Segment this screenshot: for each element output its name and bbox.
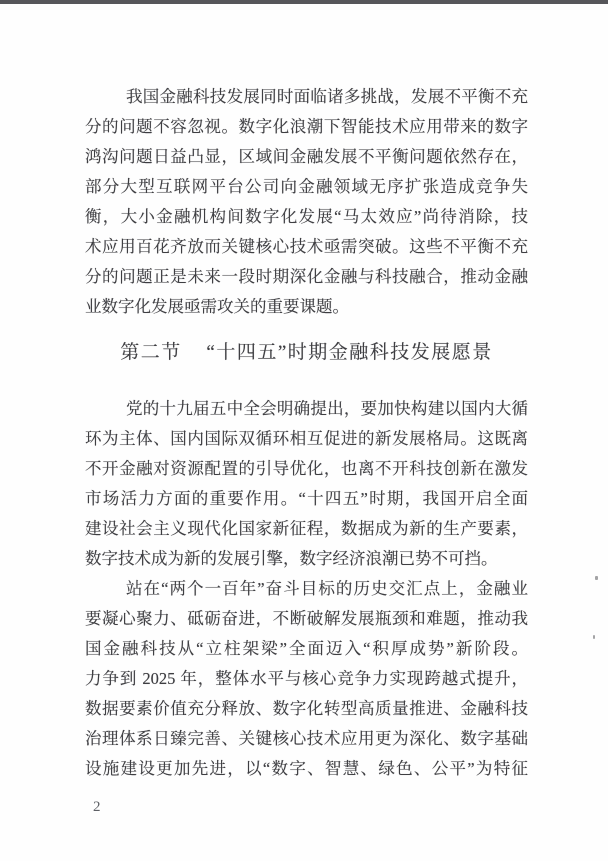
text-line: 治理体系日臻完善、关键核心技术应用更为深化、数字基础 [85,729,528,748]
text-line: 国金融科技从“立柱架梁”全面迈入“积厚成势”新阶段。 [85,639,528,658]
text-line: 业数字化发展亟需攻关的重要课题。 [85,297,349,316]
text-line: 市场活力方面的重要作用。“十四五”时期，我国开启全面 [85,489,528,508]
scan-edge-bar [0,0,608,4]
text-line: 数据要素价值充分释放、数字化转型高质量推进、金融科技 [85,699,528,718]
text-line: 数字技术成为新的发展引擎，数字经济浪潮已势不可挡。 [85,549,498,568]
text-line: 建设社会主义现代化国家新征程，数据成为新的生产要素， [85,519,528,538]
text-line: 设施建设更加先进，以“数字、智慧、绿色、公平”为特征 [85,759,528,778]
paragraph-1 [85,82,528,322]
text-line: 不开金融对资源配置的引导优化，也离不开科技创新在激发 [85,459,528,478]
paragraph-3 [85,574,528,784]
paragraph-2 [85,394,528,574]
text-line: 衡，大小金融机构间数字化发展“马太效应”尚待消除，技 [85,207,528,226]
page-number: 2 [93,799,101,815]
text-line: 术应用百花齐放而关键核心技术亟需突破。这些不平衡不充 [85,237,528,256]
section-heading-label: 第二节 [120,342,182,363]
page-content [85,82,528,817]
text-line: 鸿沟问题日益凸显，区域间金融发展不平衡问题依然存在， [85,147,528,166]
text-line: 我国金融科技发展同时面临诸多挑战，发展不平衡不充 [126,87,528,106]
text-line: 分的问题正是未来一段时期深化金融与科技融合，推动金融 [85,267,528,286]
text-line: 力争到 2025 年，整体水平与核心竞争力实现跨越式提升， [85,669,528,688]
text-line: 要凝心聚力、砥砺奋进，不断破解发展瓶颈和难题，推动我 [85,609,528,628]
section-heading [85,338,528,368]
section-heading-title: “十四五”时期金融科技发展愿景 [206,342,493,363]
text-line: 部分大型互联网平台公司向金融领域无序扩张造成竞争失 [85,177,528,196]
scan-speck [593,635,595,639]
scan-speck [595,576,598,580]
text-line: 分的问题不容忽视。数字化浪潮下智能技术应用带来的数字 [85,117,528,136]
text-line: 站在“两个一百年”奋斗目标的历史交汇点上，金融业 [126,579,528,598]
text-line: 环为主体、国内国际双循环相互促进的新发展格局。这既离 [85,429,528,448]
text-line: 党的十九届五中全会明确提出，要加快构建以国内大循 [126,399,528,418]
